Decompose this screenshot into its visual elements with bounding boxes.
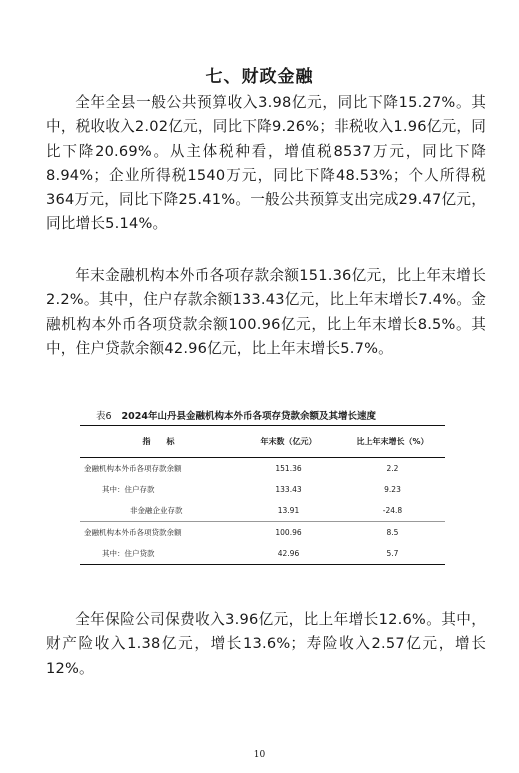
row-value: 133.43 <box>275 485 302 494</box>
insurance-paragraph <box>46 608 486 681</box>
row-growth: 5.7 <box>340 543 445 565</box>
fiscal-paragraph-text: 全年全县一般公共预算收入3.98亿元，同比下降15.27%。其中，税收收入2.02亿元，同比下降9.26%；非税收入1.96亿元，同比下降20.69%。从主体税种看，增值税8537万元，同比下降8.94%；企业所得税1540万元，同比下降48.53%；个人所得税364万元，同比下降25.41%。一般公共预算支出完成29.47亿元，同比增长5.14%。 <box>46 94 486 233</box>
table-row <box>80 500 445 522</box>
page-number: 10 <box>253 750 266 760</box>
table-header-row <box>80 426 445 458</box>
table-caption <box>96 408 376 422</box>
table-row <box>80 522 445 544</box>
finance-table <box>80 425 445 565</box>
table-caption-number: 表6 <box>96 411 112 422</box>
table-row <box>80 458 445 480</box>
row-label: 其中：住户存款 <box>102 485 155 494</box>
row-growth: 8.5 <box>340 522 445 544</box>
header-growth: 比上年末增长（%） <box>340 426 445 458</box>
row-label: 其中：住户贷款 <box>80 543 237 565</box>
row-value: 42.96 <box>237 543 340 565</box>
row-label: 金融机构本外币各项贷款余额 <box>80 522 237 544</box>
table-row <box>80 479 445 500</box>
row-value: 151.36 <box>237 458 340 480</box>
row-value: 13.91 <box>277 506 300 515</box>
row-growth: 2.2 <box>340 458 445 480</box>
fiscal-paragraph <box>46 91 486 237</box>
insurance-paragraph-text: 全年保险公司保费收入3.96亿元，比上年增长12.6%。其中，财产险收入1.38亿元，增长13.6%；寿险收入2.57亿元，增长12%。 <box>46 611 486 677</box>
deposits-paragraph-text: 年末金融机构本外币各项存款余额151.36亿元，比上年末增长2.2%。其中，住户存款余额133.43亿元，比上年末增长7.4%。金融机构本外币各项贷款余额100.96亿元，比上年末增长8.5%。其中，住户贷款余额42.96亿元，比上年末增长5.7%。 <box>46 267 486 357</box>
row-growth: -24.8 <box>382 506 403 515</box>
header-year-end: 年末数（亿元） <box>237 426 340 458</box>
row-growth: 9.23 <box>384 485 401 494</box>
row-label: 非金融企业存款 <box>130 506 183 515</box>
header-indicator: 指 标 <box>80 426 237 458</box>
row-value: 100.96 <box>237 522 340 544</box>
table-caption-title: 2024年山丹县金融机构本外币各项存贷款余额及其增长速度 <box>121 411 376 422</box>
table-row <box>80 543 445 565</box>
deposits-paragraph <box>46 264 486 361</box>
section-title: 七、财政金融 <box>205 67 314 87</box>
row-label: 金融机构本外币各项存款余额 <box>80 458 237 480</box>
